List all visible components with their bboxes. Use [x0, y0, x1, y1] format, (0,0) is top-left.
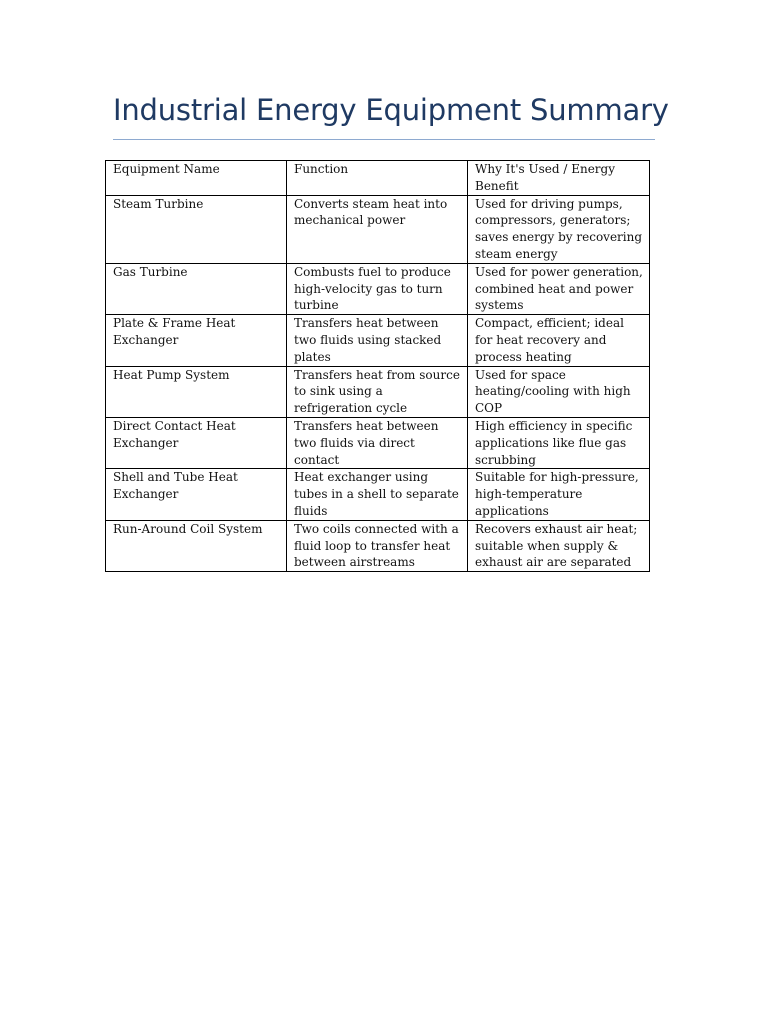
header-why-used: Why It's Used / Energy Benefit	[468, 161, 650, 196]
table-row	[106, 195, 650, 263]
table-row	[106, 469, 650, 520]
cell-function: Combusts fuel to produce high-velocity gas to turn turbine	[287, 263, 468, 314]
cell-function: Transfers heat from source to sink using a refrigeration cycle	[287, 366, 468, 417]
cell-function: Two coils connected with a fluid loop to transfer heat between airstreams	[287, 520, 468, 571]
cell-function: Converts steam heat into mechanical power	[287, 195, 468, 263]
cell-function: Transfers heat between two fluids using stacked plates	[287, 315, 468, 366]
table-header-row	[106, 161, 650, 196]
cell-equipment-name: Plate & Frame Heat Exchanger	[106, 315, 287, 366]
table-row	[106, 520, 650, 571]
table-row	[106, 366, 650, 417]
cell-equipment-name: Run-Around Coil System	[106, 520, 287, 571]
cell-function: Heat exchanger using tubes in a shell to separate fluids	[287, 469, 468, 520]
title-divider	[113, 139, 655, 140]
table-row	[106, 315, 650, 366]
cell-energy-benefit: Suitable for high-pressure, high-temperature applications	[468, 469, 650, 520]
cell-equipment-name: Shell and Tube Heat Exchanger	[106, 469, 287, 520]
cell-energy-benefit: Compact, efficient; ideal for heat recovery and process heating	[468, 315, 650, 366]
cell-function: Transfers heat between two fluids via direct contact	[287, 417, 468, 468]
cell-energy-benefit: Used for driving pumps, compressors, generators; saves energy by recovering steam energy	[468, 195, 650, 263]
page-title: Industrial Energy Equipment Summary	[113, 93, 669, 127]
cell-equipment-name: Steam Turbine	[106, 195, 287, 263]
header-function: Function	[287, 161, 468, 196]
table-row	[106, 417, 650, 468]
cell-energy-benefit: High efficiency in specific applications like flue gas scrubbing	[468, 417, 650, 468]
cell-equipment-name: Direct Contact Heat Exchanger	[106, 417, 287, 468]
header-equipment-name: Equipment Name	[106, 161, 287, 196]
cell-equipment-name: Heat Pump System	[106, 366, 287, 417]
table-row	[106, 263, 650, 314]
cell-energy-benefit: Used for power generation, combined heat and power systems	[468, 263, 650, 314]
cell-equipment-name: Gas Turbine	[106, 263, 287, 314]
cell-energy-benefit: Recovers exhaust air heat; suitable when supply & exhaust air are separated	[468, 520, 650, 571]
cell-energy-benefit: Used for space heating/cooling with high COP	[468, 366, 650, 417]
equipment-table	[105, 160, 650, 572]
